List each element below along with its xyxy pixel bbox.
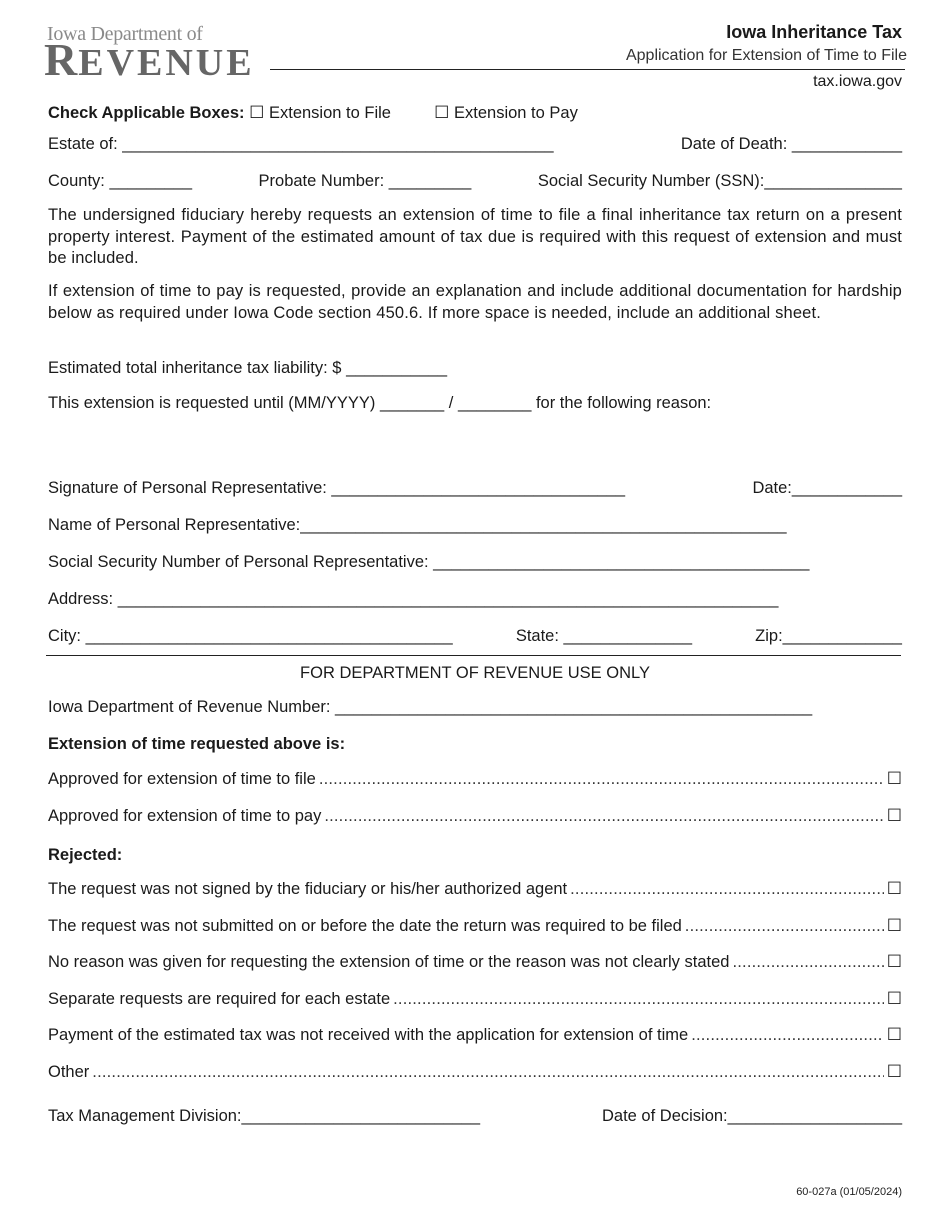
check-boxes-row	[48, 103, 902, 123]
extension-until-field[interactable]: This extension is requested until (MM/YYYY) _______ / ________ for the following reason:	[48, 394, 712, 412]
rejected-row	[48, 1025, 902, 1045]
signature-date-field[interactable]: Date:____________	[752, 479, 902, 497]
address-field[interactable]: Address: ________________________________________________________________________	[48, 590, 779, 608]
fiduciary-paragraph: The undersigned fiduciary hereby requests an extension of time to file a final inheritance tax return on a present property interest. Payment of the estimated amount of tax due is required with this request of extension and must be included.	[48, 206, 902, 267]
county-row	[48, 171, 902, 191]
estate-row	[48, 134, 902, 154]
extension-to-pay-checkbox[interactable]: ☐	[434, 103, 450, 122]
rejected-checkbox[interactable]: ☐	[886, 952, 902, 971]
rejected-checkbox[interactable]: ☐	[886, 916, 902, 935]
rejected-label: Other	[48, 1063, 90, 1081]
rejected-row	[48, 879, 902, 899]
department-number-field[interactable]: Iowa Department of Revenue Number: ____________________________________________________	[48, 698, 813, 716]
ssn-field[interactable]: Social Security Number (SSN):_______________	[537, 172, 902, 190]
rejected-checkbox[interactable]: ☐	[886, 879, 902, 898]
tax-liability-field[interactable]: Estimated total inheritance tax liability: $ ___________	[48, 359, 448, 377]
extension-to-file-label: Extension to File	[268, 104, 391, 122]
rejected-row	[48, 989, 902, 1009]
county-field[interactable]: County: _________	[48, 172, 193, 190]
form-title: Iowa Inheritance Tax	[726, 22, 902, 42]
extension-to-file-checkbox[interactable]: ☐	[249, 103, 265, 122]
rejected-checkbox[interactable]: ☐	[886, 989, 902, 1008]
rejected-row	[48, 916, 902, 936]
department-use-heading: FOR DEPARTMENT OF REVENUE USE ONLY	[300, 664, 650, 682]
approved-pay-row	[48, 806, 902, 826]
probate-number-field[interactable]: Probate Number: _________	[258, 172, 472, 190]
approved-file-checkbox[interactable]: ☐	[886, 769, 902, 788]
logo-top-text: Iowa Department of	[47, 23, 203, 45]
hardship-paragraph: If extension of time to pay is requested, provide an explanation and include additional documentation for hardship below as required under Iowa Code section 450.6. If more space is needed, include an additional sheet.	[48, 282, 902, 322]
logo-main-text: REVENUE	[44, 34, 255, 85]
extension-to-pay-label: Extension to Pay	[454, 104, 578, 122]
extension-status-heading: Extension of time requested above is:	[48, 735, 346, 753]
website-link[interactable]: tax.iowa.gov	[813, 73, 902, 90]
decision-date-field[interactable]: Date of Decision:___________________	[602, 1107, 902, 1125]
rejected-label: Payment of the estimated tax was not received with the application for extension of time	[48, 1026, 689, 1044]
rejected-label: The request was not submitted on or before the date the return was required to be filed	[48, 917, 682, 935]
form-number: 60-027a (01/05/2024)	[796, 1186, 902, 1198]
rejected-row	[48, 952, 902, 972]
date-of-death-field[interactable]: Date of Death: ____________	[680, 135, 902, 153]
city-field[interactable]: City: ________________________________________	[48, 627, 453, 645]
form-subtitle: Application for Extension of Time to File	[625, 47, 907, 64]
signature-row	[48, 478, 902, 498]
rejected-row	[48, 1062, 902, 1082]
rejected-checkbox[interactable]: ☐	[886, 1025, 902, 1044]
rejected-label: The request was not signed by the fiduciary or his/her authorized agent	[48, 880, 568, 898]
tax-division-field[interactable]: Tax Management Division:__________________________	[48, 1107, 481, 1125]
state-field[interactable]: State: ______________	[515, 627, 692, 645]
header-divider	[270, 69, 905, 70]
signature-field[interactable]: Signature of Personal Representative: ________________________________	[48, 479, 626, 497]
approved-pay-label: Approved for extension of time to pay	[48, 807, 322, 825]
decision-row	[48, 1106, 902, 1126]
department-section-divider	[46, 655, 901, 656]
city-row	[48, 626, 902, 646]
rejected-heading: Rejected:	[48, 846, 123, 864]
approved-pay-checkbox[interactable]: ☐	[886, 806, 902, 825]
rep-ssn-field[interactable]: Social Security Number of Personal Representative: _________________________________________	[48, 553, 810, 571]
approved-file-label: Approved for extension of time to file	[48, 770, 316, 788]
iowa-revenue-logo	[44, 23, 256, 85]
check-boxes-label: Check Applicable Boxes:	[48, 104, 245, 122]
rejected-checkbox[interactable]: ☐	[886, 1062, 902, 1081]
rejected-label: No reason was given for requesting the extension of time or the reason was not clearly stated	[48, 953, 730, 971]
rep-name-field[interactable]: Name of Personal Representative:_____________________________________________________	[48, 516, 787, 534]
estate-of-field[interactable]: Estate of: _______________________________________________	[48, 135, 554, 153]
approved-file-row	[48, 769, 902, 789]
zip-field[interactable]: Zip:_____________	[755, 627, 902, 645]
rejected-label: Separate requests are required for each estate	[48, 990, 391, 1008]
